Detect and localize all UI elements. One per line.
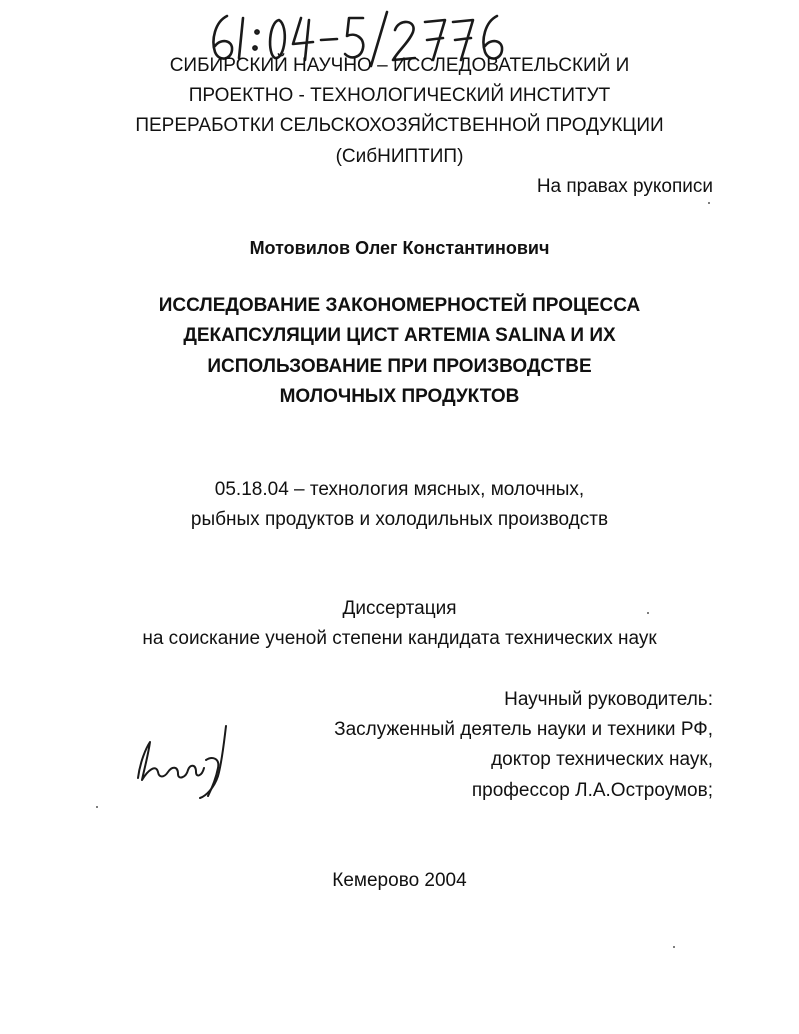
supervisor-title-line-2: доктор технических наук,: [491, 749, 713, 770]
dissertation-label: Диссертация: [342, 598, 457, 619]
dissertation-title-line-2: ДЕКАПСУЛЯЦИИ ЦИСТ ARTEMIA SALINA И ИХ: [183, 325, 616, 346]
institute-abbreviation: (СибНИПТИП): [335, 146, 464, 167]
scan-speck: [673, 946, 675, 948]
handwritten-signature: [128, 722, 238, 800]
scan-speck: [708, 202, 710, 204]
scan-speck: [647, 612, 649, 614]
author-name: Мотовилов Олег Константинович: [249, 238, 550, 258]
specialty-line-2: рыбных продуктов и холодильных производств: [190, 509, 609, 530]
scan-speck: [96, 806, 98, 808]
specialty-line-1: 05.18.04 – технология мясных, молочных,: [214, 479, 585, 500]
supervisor-title-line-1: Заслуженный деятель науки и техники РФ,: [334, 719, 713, 740]
dissertation-title-line-3: ИСПОЛЬЗОВАНИЕ ПРИ ПРОИЗВОДСТВЕ: [207, 356, 592, 377]
manuscript-rights-note: На правах рукописи: [536, 176, 713, 197]
dissertation-title-line-4: МОЛОЧНЫХ ПРОДУКТОВ: [279, 386, 520, 407]
supervisor-label: Научный руководитель:: [504, 689, 713, 710]
institute-name-line-3: ПЕРЕРАБОТКИ СЕЛЬСКОХОЗЯЙСТВЕННОЙ ПРОДУКЦИИ: [135, 115, 664, 136]
city-and-year: Кемерово 2004: [332, 870, 467, 891]
dissertation-title-line-1: ИССЛЕДОВАНИЕ ЗАКОНОМЕРНОСТЕЙ ПРОЦЕССА: [158, 295, 641, 316]
supervisor-name: профессор Л.А.Остроумов;: [471, 780, 713, 801]
institute-name-line-1: СИБИРСКИЙ НАУЧНО – ИССЛЕДОВАТЕЛЬСКИЙ И: [169, 55, 630, 76]
degree-statement: на соискание ученой степени кандидата технических наук: [142, 628, 657, 649]
institute-name-line-2: ПРОЕКТНО - ТЕХНОЛОГИЧЕСКИЙ ИНСТИТУТ: [188, 85, 611, 106]
